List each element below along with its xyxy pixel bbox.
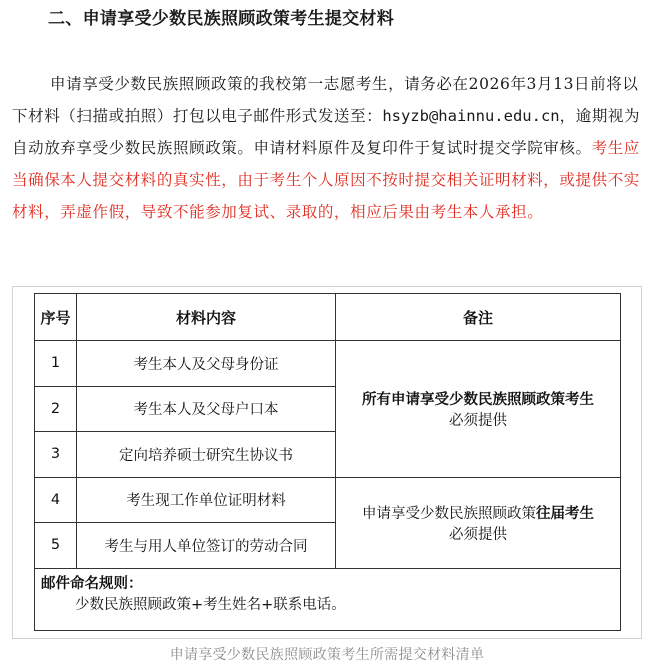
row-no: 5 — [35, 523, 77, 569]
row-no: 4 — [35, 477, 77, 523]
remark-previous-prefix: 申请享受少数民族照顾政策 — [362, 505, 536, 522]
section-heading: 二、申请享受少数民族照顾政策考生提交材料 — [48, 9, 394, 29]
remark-all-line1: 所有申请享受少数民族照顾政策考生 — [362, 391, 594, 408]
naming-rule-row — [35, 568, 621, 630]
header-no: 序号 — [35, 294, 77, 341]
header-remark: 备注 — [336, 294, 621, 341]
instructions-text: 申请享受少数民族照顾政策的我校第一志愿考生，请务必在2026年3月13日前将以下材料（扫描或拍照）打包以电子邮件形式发送至： — [12, 75, 639, 125]
row-material: 考生与用人单位签订的劳动合同 — [77, 523, 336, 569]
table-header-row — [35, 294, 621, 341]
materials-table — [34, 293, 621, 631]
remark-cell-previous — [336, 477, 621, 568]
naming-rule-cell — [35, 568, 621, 630]
row-material: 考生本人及父母身份证 — [77, 341, 336, 387]
row-material: 考生现工作单位证明材料 — [77, 477, 336, 523]
remark-previous-bold: 往届考生 — [536, 505, 594, 522]
row-no: 2 — [35, 386, 77, 432]
submission-email[interactable]: hsyzb@hainnu.edu.cn — [382, 107, 560, 125]
header-material: 材料内容 — [77, 294, 336, 341]
instructions-paragraph — [12, 68, 644, 228]
instructions-text-continued: ，逾期视为自动放弃享受少数民族照顾政策。申请材料原件及复印件于复试时提交学院审核。 — [12, 107, 641, 157]
naming-rule-title: 邮件命名规则： — [41, 575, 143, 592]
naming-rule-text: 少数民族照顾政策+考生姓名+联系电话。 — [75, 596, 346, 613]
remark-all-line2: 必须提供 — [449, 412, 507, 429]
warning-text: 考生应当确保本人提交材料的真实性，由于考生个人原因不按时提交相关证明材料，或提供不实材料，弄虚作假，导致不能参加复试、录取的，相应后果由考生本人承担。 — [12, 139, 640, 221]
row-no: 1 — [35, 341, 77, 387]
table-row — [35, 341, 621, 387]
remark-cell-all — [336, 341, 621, 478]
row-no: 3 — [35, 432, 77, 478]
remark-previous-line2: 必须提供 — [449, 526, 507, 543]
row-material: 考生本人及父母户口本 — [77, 386, 336, 432]
table-row — [35, 477, 621, 523]
image-caption: 申请享受少数民族照顾政策考生所需提交材料清单 — [169, 647, 485, 663]
remark-previous-line1 — [336, 502, 620, 523]
row-material: 定向培养硕士研究生协议书 — [77, 432, 336, 478]
